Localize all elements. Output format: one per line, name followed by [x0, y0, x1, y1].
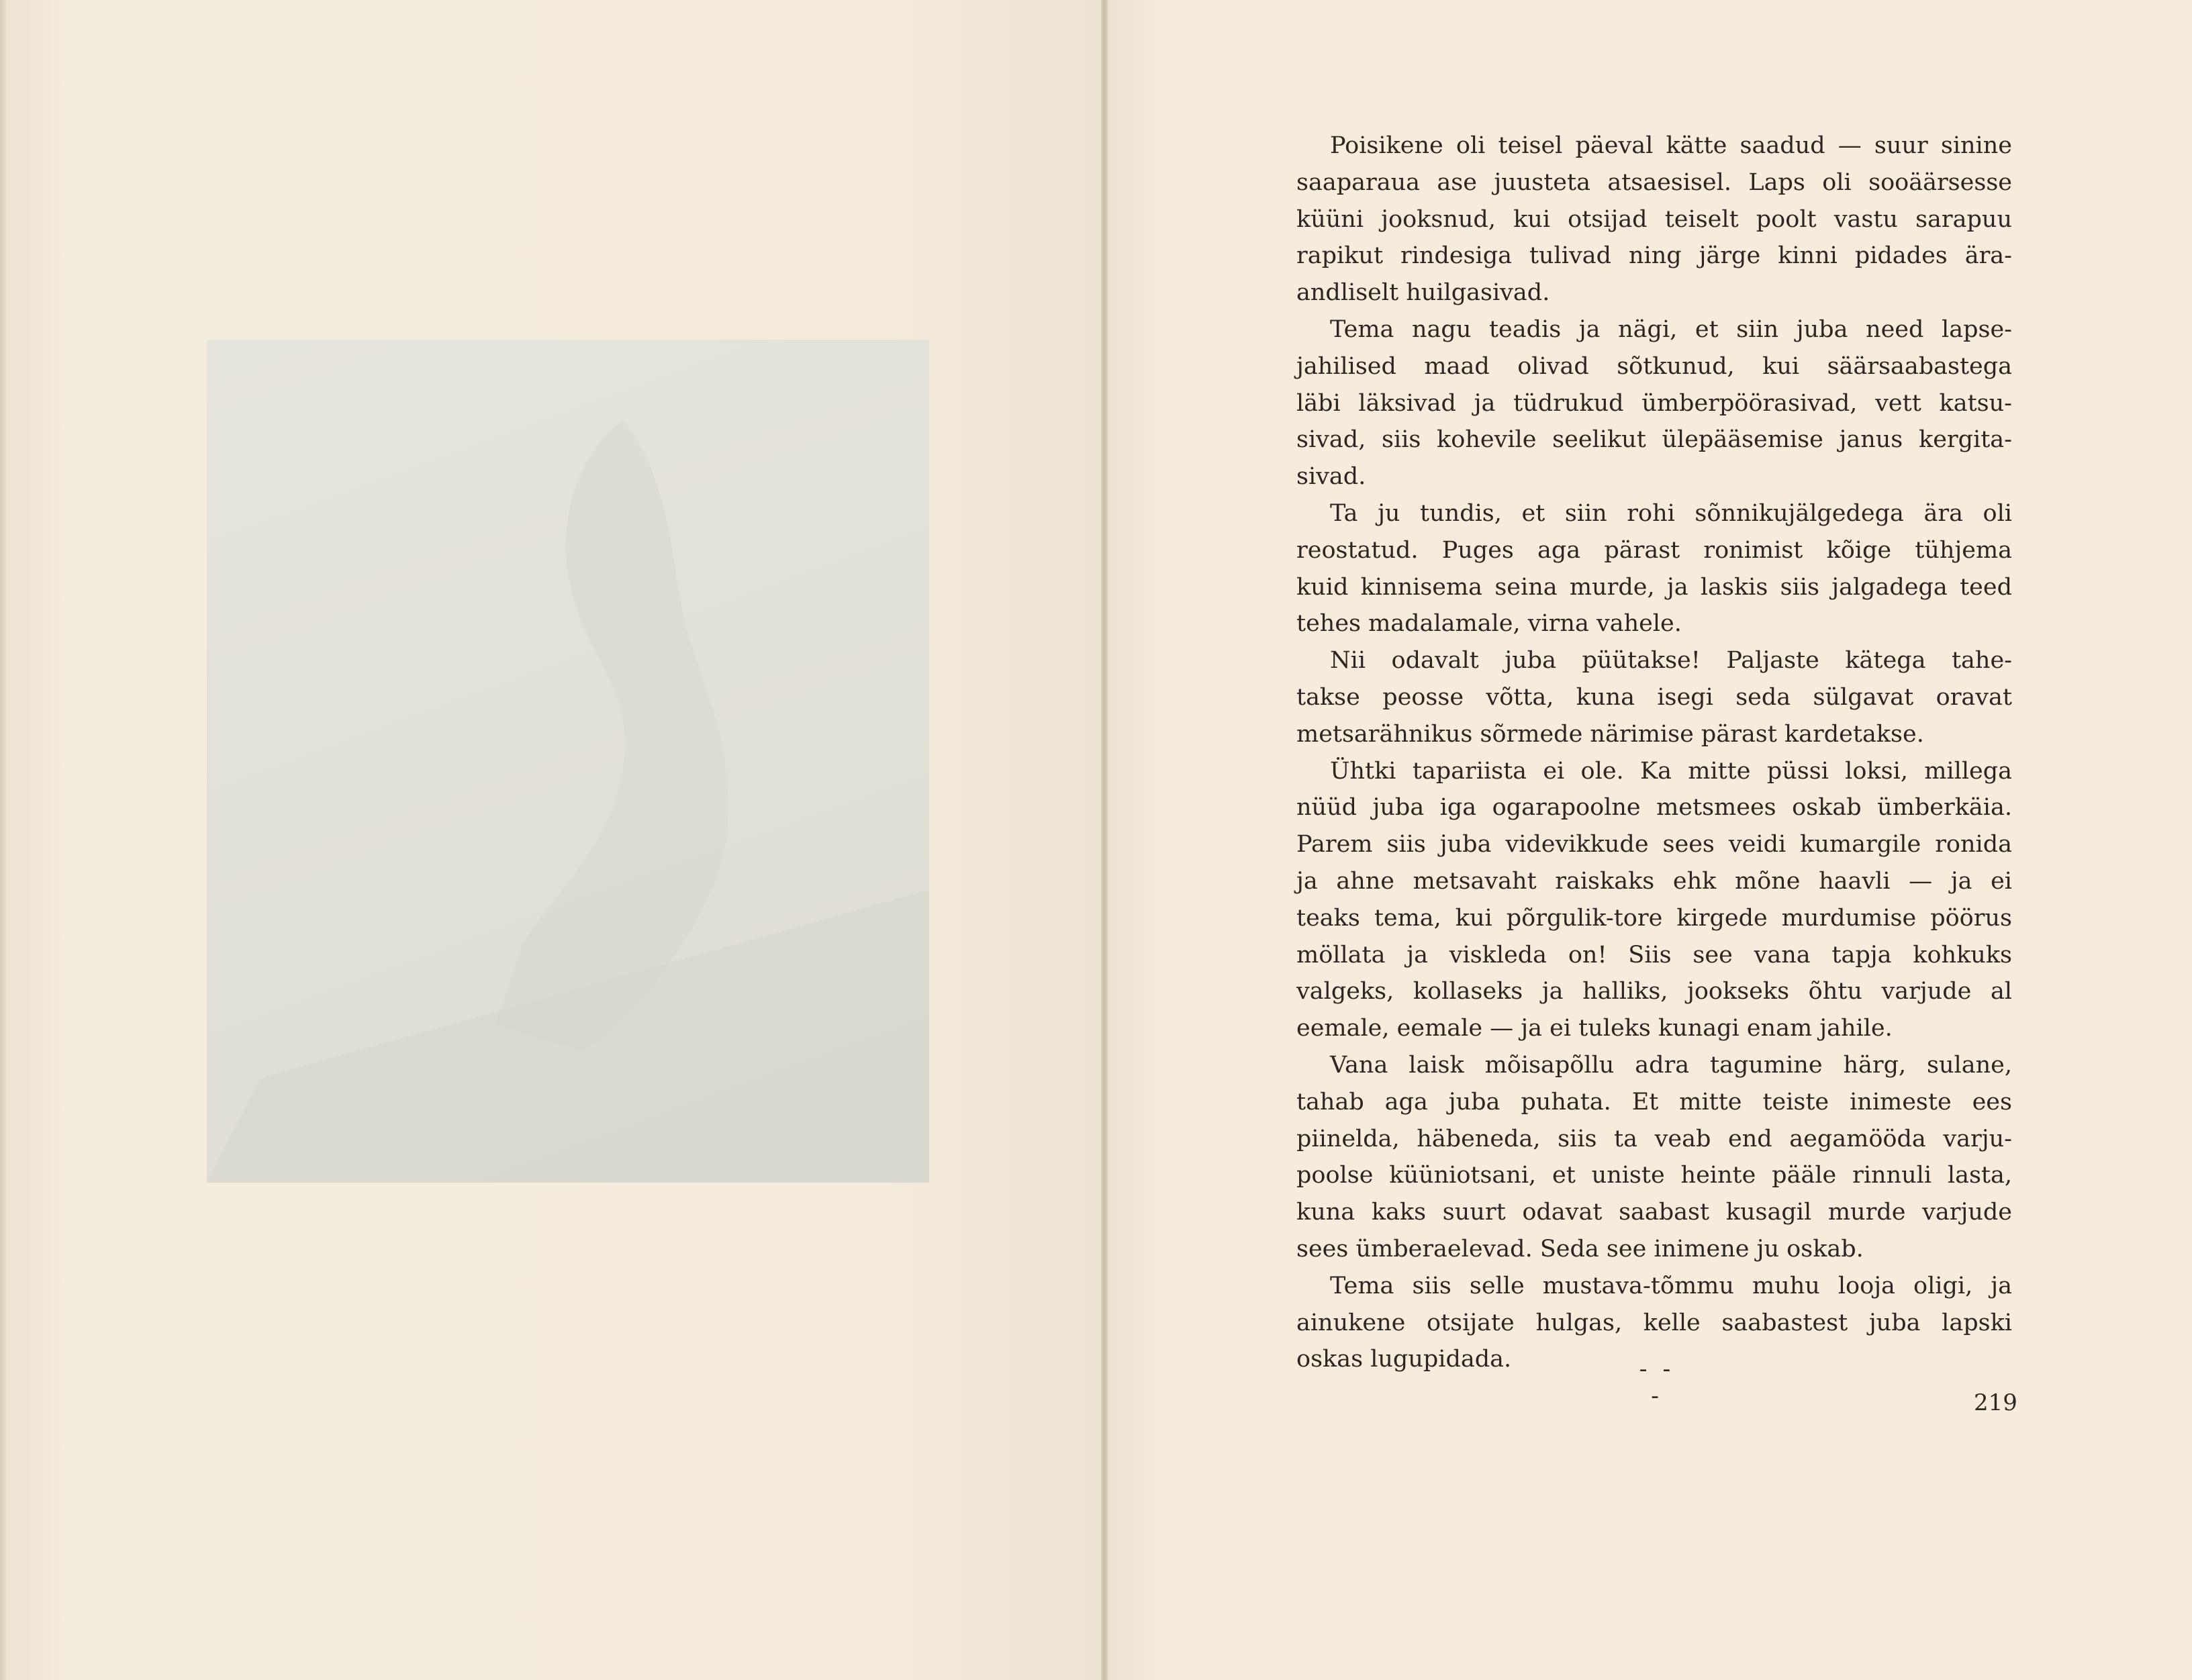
text-line: takse peosse võtta, kuna isegi seda sülgavat oravat: [1296, 683, 2012, 711]
text-line: ja ahne metsavaht raiskaks ehk mõne haavli — ja ei: [1296, 867, 2012, 895]
text-line: eemale, eemale — ja ei tuleks kunagi enam jahile.: [1296, 1015, 1893, 1042]
text-line: Tema siis selle mustava-tõmmu muhu looja oligi, ja: [1330, 1272, 2012, 1299]
illustration-plate: [207, 340, 929, 1183]
text-line: Nii odavalt juba püütakse! Paljaste kätega tahe-: [1330, 647, 2012, 675]
text-line: valgeks, kollaseks ja halliks, jookseks õhtu varjude al: [1296, 978, 2012, 1005]
text-line: andliselt huilgasivad.: [1296, 279, 1550, 307]
text-line: metsarähnikus sõrmede närimise pärast kardetakse.: [1296, 720, 1924, 748]
text-line: Ta ju tundis, et siin rohi sõnnikujälgedega ära oli: [1330, 499, 2012, 527]
text-line: sivad, siis kohevile seelikut ülepääsemise janus kergita-: [1296, 426, 2012, 454]
text-line: nüüd juba iga ogarapoolne metsmees oskab ümberkäia.: [1296, 794, 2012, 822]
text-line: Parem siis juba videvikkude sees veidi kumargile ronida: [1296, 831, 2012, 858]
faded-figure-icon: [207, 340, 929, 1183]
text-line: Poisikene oli teisel päeval kätte saadud — suur sinine: [1330, 132, 2012, 159]
text-line: kuid kinnisema seina murde, ja laskis siis jalgadega teed: [1296, 573, 2012, 601]
text-line: tehes madalamale, virna vahele.: [1296, 610, 1682, 638]
text-line: Tema nagu teadis ja nägi, et siin juba need lapse-: [1330, 315, 2012, 343]
text-line: tahab aga juba puhata. Et mitte teiste inimeste ees: [1296, 1088, 2012, 1116]
body-text: [1296, 128, 2012, 1378]
text-line: rapikut rindesiga tulivad ning järge kinni pidades ära-: [1296, 242, 2012, 270]
text-line: Ühtki tapariista ei ole. Ka mitte püssi loksi, millega: [1330, 757, 2012, 785]
text-line: sivad.: [1296, 463, 1366, 491]
text-line: saaparaua ase juusteta atsaesisel. Laps oli sooäärsesse: [1296, 168, 2012, 196]
text-line: küüni jooksnud, kui otsijad teiselt poolt vastu sarapuu: [1296, 205, 2012, 233]
text-line: jahilised maad olivad sõtkunud, kui säärsaabastega: [1296, 352, 2012, 380]
text-line: poolse küüniotsani, et uniste heinte pääle rinnuli lasta,: [1296, 1162, 2012, 1189]
section-separator: - - -: [1639, 1356, 1675, 1410]
text-line: ainukene otsijate hulgas, kelle saabastest juba lapski: [1296, 1309, 2012, 1336]
text-line: reostatud. Puges aga pärast ronimist kõige tühjema: [1296, 536, 2012, 564]
text-line: oskas lugupidada.: [1296, 1346, 1512, 1373]
text-line: möllata ja viskleda on! Siis see vana tapja kohkuks: [1296, 941, 2012, 969]
text-line: sees ümberaelevad. Seda see inimene ju oskab.: [1296, 1235, 1864, 1263]
page-number: 219: [1974, 1389, 2017, 1416]
text-line: piinelda, häbeneda, siis ta veab end aegamööda varju-: [1296, 1125, 2012, 1152]
book-gutter: [1101, 0, 1108, 1680]
text-line: Vana laisk mõisapõllu adra tagumine härg, sulane,: [1330, 1051, 2012, 1079]
text-line: teaks tema, kui põrgulik-tore kirgede murdumise pöörus: [1296, 904, 2012, 932]
page-edge: [0, 0, 8, 1680]
text-line: kuna kaks suurt odavat saabast kusagil murde varjude: [1296, 1199, 2012, 1226]
text-line: läbi läksivad ja tüdrukud ümberpöörasivad, vett katsu-: [1296, 389, 2012, 417]
